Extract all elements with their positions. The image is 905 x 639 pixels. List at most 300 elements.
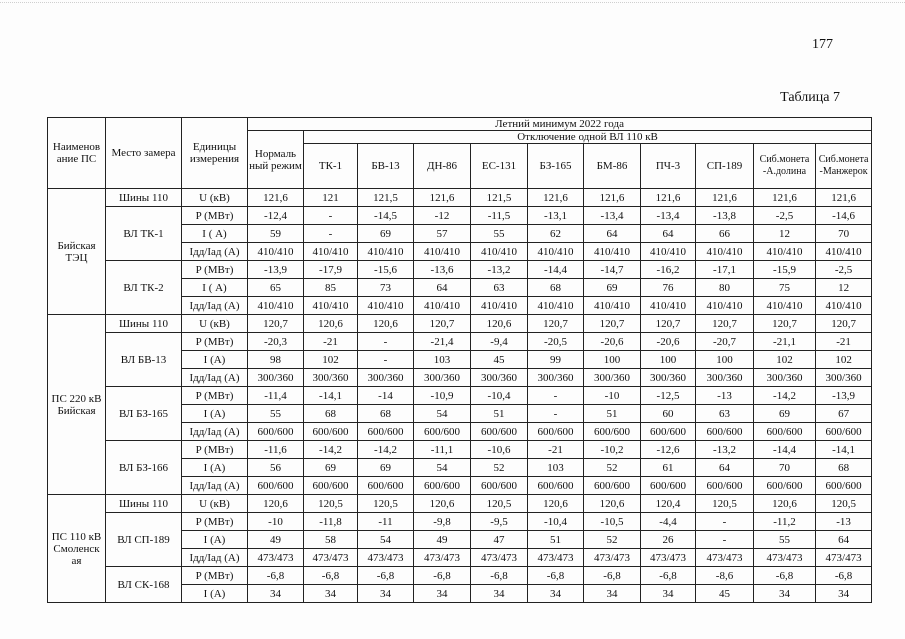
unit-cell: Iдд/Iад (А)	[182, 369, 248, 387]
value-cell: 34	[584, 585, 641, 603]
value-cell: -14,4	[528, 261, 584, 279]
table-row	[48, 261, 872, 279]
value-cell: -11,2	[754, 513, 816, 531]
value-cell: 121,5	[471, 189, 528, 207]
value-cell: -13,9	[248, 261, 304, 279]
unit-cell: U (кВ)	[182, 495, 248, 513]
value-cell: 121,6	[528, 189, 584, 207]
header-units: Единицы измерения	[182, 118, 248, 189]
value-cell: -11,8	[304, 513, 358, 531]
value-cell: 52	[584, 531, 641, 549]
value-cell: 68	[816, 459, 872, 477]
value-cell: -15,6	[358, 261, 414, 279]
value-cell: 34	[641, 585, 696, 603]
value-cell: 410/410	[816, 297, 872, 315]
measurement-place: ВЛ БЗ-166	[106, 441, 182, 495]
value-cell: 56	[248, 459, 304, 477]
value-cell: -6,8	[471, 567, 528, 585]
unit-cell: P (МВт)	[182, 441, 248, 459]
value-cell: 85	[304, 279, 358, 297]
value-cell: 70	[754, 459, 816, 477]
value-cell: 75	[754, 279, 816, 297]
value-cell: 121,6	[414, 189, 471, 207]
value-cell: 600/600	[641, 423, 696, 441]
value-cell: 76	[641, 279, 696, 297]
value-cell: 600/600	[816, 423, 872, 441]
value-cell: 410/410	[696, 243, 754, 261]
substation-name: ПС 220 кВ Бийская	[48, 315, 106, 495]
value-cell: 100	[696, 351, 754, 369]
value-cell: 473/473	[641, 549, 696, 567]
value-cell: -14,2	[304, 441, 358, 459]
value-cell: 410/410	[816, 243, 872, 261]
value-cell: 120,5	[696, 495, 754, 513]
value-cell: -13	[816, 513, 872, 531]
value-cell: -6,8	[528, 567, 584, 585]
value-cell: 120,7	[696, 315, 754, 333]
value-cell: -13,4	[584, 207, 641, 225]
value-cell: 300/360	[641, 369, 696, 387]
value-cell: 12	[816, 279, 872, 297]
value-cell: -11,1	[414, 441, 471, 459]
value-cell: -9,8	[414, 513, 471, 531]
unit-cell: I ( А)	[182, 279, 248, 297]
header-line: ТК-1	[304, 144, 358, 189]
value-cell: 410/410	[248, 297, 304, 315]
value-cell: 55	[248, 405, 304, 423]
value-cell: -6,8	[584, 567, 641, 585]
value-cell: 120,6	[248, 495, 304, 513]
unit-cell: I ( А)	[182, 225, 248, 243]
value-cell: 410/410	[584, 243, 641, 261]
value-cell: 51	[528, 531, 584, 549]
value-cell: 300/360	[754, 369, 816, 387]
value-cell: 120,6	[471, 315, 528, 333]
unit-cell: P (МВт)	[182, 513, 248, 531]
value-cell: 98	[248, 351, 304, 369]
value-cell: 300/360	[528, 369, 584, 387]
value-cell: 58	[304, 531, 358, 549]
value-cell: 55	[471, 225, 528, 243]
header-line: БЗ-165	[528, 144, 584, 189]
value-cell: 34	[471, 585, 528, 603]
unit-cell: Iдд/Iад (А)	[182, 549, 248, 567]
value-cell: -9,5	[471, 513, 528, 531]
value-cell: -21,4	[414, 333, 471, 351]
value-cell: -6,8	[304, 567, 358, 585]
value-cell: 68	[528, 279, 584, 297]
value-cell: -14,1	[816, 441, 872, 459]
value-cell: 473/473	[584, 549, 641, 567]
value-cell: 120,7	[754, 315, 816, 333]
value-cell: 300/360	[358, 369, 414, 387]
value-cell: -20,6	[641, 333, 696, 351]
measurement-place: Шины 110	[106, 189, 182, 207]
data-table	[47, 117, 872, 603]
value-cell: 69	[358, 459, 414, 477]
value-cell: -10	[248, 513, 304, 531]
value-cell: 121,6	[754, 189, 816, 207]
value-cell: 473/473	[816, 549, 872, 567]
measurement-place: ВЛ БВ-13	[106, 333, 182, 387]
value-cell: 300/360	[471, 369, 528, 387]
value-cell: -21	[304, 333, 358, 351]
value-cell: -	[358, 351, 414, 369]
value-cell: 102	[304, 351, 358, 369]
value-cell: -11,6	[248, 441, 304, 459]
value-cell: -10,4	[528, 513, 584, 531]
value-cell: 121,6	[584, 189, 641, 207]
value-cell: 473/473	[414, 549, 471, 567]
value-cell: -	[528, 405, 584, 423]
value-cell: 63	[696, 405, 754, 423]
value-cell: 300/360	[816, 369, 872, 387]
value-cell: 600/600	[816, 477, 872, 495]
value-cell: 68	[304, 405, 358, 423]
header-normal-mode: Нормаль ный режим	[248, 131, 304, 189]
unit-cell: Iдд/Iад (А)	[182, 297, 248, 315]
measurement-place: ВЛ БЗ-165	[106, 387, 182, 441]
value-cell: 120,6	[414, 495, 471, 513]
value-cell: -6,8	[641, 567, 696, 585]
value-cell: 410/410	[696, 297, 754, 315]
value-cell: 121,6	[248, 189, 304, 207]
table-row	[48, 387, 872, 405]
value-cell: -	[304, 225, 358, 243]
value-cell: 600/600	[754, 477, 816, 495]
value-cell: 120,5	[304, 495, 358, 513]
value-cell: 300/360	[696, 369, 754, 387]
header-line: БВ-13	[358, 144, 414, 189]
value-cell: 120,6	[754, 495, 816, 513]
value-cell: -10,6	[471, 441, 528, 459]
value-cell: 473/473	[528, 549, 584, 567]
value-cell: 54	[414, 405, 471, 423]
value-cell: 600/600	[584, 423, 641, 441]
value-cell: 62	[528, 225, 584, 243]
header-line: СП-189	[696, 144, 754, 189]
value-cell: 410/410	[528, 243, 584, 261]
value-cell: 120,7	[248, 315, 304, 333]
value-cell: 34	[528, 585, 584, 603]
scan-artifact-line	[0, 2, 905, 3]
measurement-place: Шины 110	[106, 495, 182, 513]
value-cell: 73	[358, 279, 414, 297]
value-cell: 410/410	[304, 243, 358, 261]
value-cell: -14,1	[304, 387, 358, 405]
value-cell: 51	[584, 405, 641, 423]
value-cell: 121,6	[696, 189, 754, 207]
value-cell: -14,2	[754, 387, 816, 405]
header-line: ЕС-131	[471, 144, 528, 189]
value-cell: -11	[358, 513, 414, 531]
value-cell: 102	[754, 351, 816, 369]
value-cell: -13,4	[641, 207, 696, 225]
value-cell: 410/410	[641, 243, 696, 261]
value-cell: -11,5	[471, 207, 528, 225]
value-cell: -14,6	[816, 207, 872, 225]
value-cell: 67	[816, 405, 872, 423]
value-cell: -10	[584, 387, 641, 405]
value-cell: 473/473	[696, 549, 754, 567]
table-row	[48, 207, 872, 225]
value-cell: -8,6	[696, 567, 754, 585]
value-cell: 410/410	[248, 243, 304, 261]
value-cell: -	[528, 387, 584, 405]
value-cell: 600/600	[584, 477, 641, 495]
value-cell: 45	[696, 585, 754, 603]
value-cell: 410/410	[471, 243, 528, 261]
value-cell: -	[696, 513, 754, 531]
header-line: ДН-86	[414, 144, 471, 189]
value-cell: -16,2	[641, 261, 696, 279]
value-cell: -6,8	[358, 567, 414, 585]
unit-cell: I (А)	[182, 585, 248, 603]
value-cell: 600/600	[641, 477, 696, 495]
value-cell: -12,4	[248, 207, 304, 225]
value-cell: 410/410	[471, 297, 528, 315]
value-cell: 80	[696, 279, 754, 297]
value-cell: 69	[584, 279, 641, 297]
value-cell: -15,9	[754, 261, 816, 279]
table-row	[48, 495, 872, 513]
value-cell: 600/600	[304, 423, 358, 441]
value-cell: 12	[754, 225, 816, 243]
value-cell: -9,4	[471, 333, 528, 351]
value-cell: -20,3	[248, 333, 304, 351]
value-cell: 121,6	[641, 189, 696, 207]
value-cell: -14,7	[584, 261, 641, 279]
value-cell: 103	[528, 459, 584, 477]
unit-cell: P (МВт)	[182, 387, 248, 405]
header-line: БМ-86	[584, 144, 641, 189]
value-cell: 473/473	[358, 549, 414, 567]
value-cell: -	[696, 531, 754, 549]
value-cell: -12	[414, 207, 471, 225]
value-cell: 69	[754, 405, 816, 423]
value-cell: -17,1	[696, 261, 754, 279]
value-cell: 120,6	[528, 495, 584, 513]
value-cell: 473/473	[248, 549, 304, 567]
table-row	[48, 189, 872, 207]
value-cell: 34	[816, 585, 872, 603]
value-cell: -13	[696, 387, 754, 405]
value-cell: 410/410	[358, 243, 414, 261]
value-cell: 61	[641, 459, 696, 477]
value-cell: 300/360	[304, 369, 358, 387]
value-cell: 600/600	[304, 477, 358, 495]
page-number: 177	[812, 37, 833, 52]
table-row	[48, 333, 872, 351]
value-cell: -21	[528, 441, 584, 459]
value-cell: -6,8	[754, 567, 816, 585]
value-cell: 600/600	[248, 477, 304, 495]
value-cell: -21	[816, 333, 872, 351]
header-place: Место замера	[106, 118, 182, 189]
value-cell: -2,5	[816, 261, 872, 279]
unit-cell: P (МВт)	[182, 567, 248, 585]
value-cell: -4,4	[641, 513, 696, 531]
value-cell: -10,9	[414, 387, 471, 405]
unit-cell: Iдд/Iад (А)	[182, 243, 248, 261]
value-cell: 34	[248, 585, 304, 603]
value-cell: 60	[641, 405, 696, 423]
value-cell: -10,5	[584, 513, 641, 531]
value-cell: 120,6	[358, 315, 414, 333]
value-cell: -13,6	[414, 261, 471, 279]
value-cell: -12,6	[641, 441, 696, 459]
value-cell: -14,2	[358, 441, 414, 459]
value-cell: 300/360	[584, 369, 641, 387]
value-cell: 45	[471, 351, 528, 369]
measurement-place: Шины 110	[106, 315, 182, 333]
value-cell: 120,6	[584, 495, 641, 513]
value-cell: -10,2	[584, 441, 641, 459]
value-cell: 47	[471, 531, 528, 549]
value-cell: -6,8	[816, 567, 872, 585]
value-cell: -13,1	[528, 207, 584, 225]
value-cell: 120,7	[528, 315, 584, 333]
unit-cell: U (кВ)	[182, 315, 248, 333]
value-cell: 64	[584, 225, 641, 243]
value-cell: 600/600	[754, 423, 816, 441]
value-cell: 69	[304, 459, 358, 477]
table-title: Таблица 7	[780, 90, 840, 105]
value-cell: 121,5	[358, 189, 414, 207]
value-cell: 600/600	[414, 477, 471, 495]
value-cell: 26	[641, 531, 696, 549]
value-cell: 410/410	[414, 297, 471, 315]
value-cell: -10,4	[471, 387, 528, 405]
value-cell: 600/600	[471, 423, 528, 441]
value-cell: 120,6	[304, 315, 358, 333]
value-cell: -	[304, 207, 358, 225]
header-substation: Наименов ание ПС	[48, 118, 106, 189]
value-cell: 100	[641, 351, 696, 369]
value-cell: 49	[248, 531, 304, 549]
value-cell: 64	[641, 225, 696, 243]
header-line: ПЧ-3	[641, 144, 696, 189]
value-cell: 52	[471, 459, 528, 477]
value-cell: -20,7	[696, 333, 754, 351]
unit-cell: P (МВт)	[182, 261, 248, 279]
value-cell: 59	[248, 225, 304, 243]
value-cell: 120,7	[584, 315, 641, 333]
value-cell: 54	[414, 459, 471, 477]
value-cell: 410/410	[754, 297, 816, 315]
value-cell: 600/600	[414, 423, 471, 441]
value-cell: 120,7	[641, 315, 696, 333]
value-cell: 68	[358, 405, 414, 423]
unit-cell: U (кВ)	[182, 189, 248, 207]
value-cell: 120,4	[641, 495, 696, 513]
unit-cell: I (А)	[182, 459, 248, 477]
value-cell: 34	[304, 585, 358, 603]
value-cell: 121	[304, 189, 358, 207]
substation-name: Бийская ТЭЦ	[48, 189, 106, 315]
value-cell: -20,5	[528, 333, 584, 351]
value-cell: 410/410	[584, 297, 641, 315]
value-cell: 600/600	[528, 423, 584, 441]
value-cell: 70	[816, 225, 872, 243]
value-cell: -13,8	[696, 207, 754, 225]
value-cell: 600/600	[358, 423, 414, 441]
unit-cell: P (МВт)	[182, 333, 248, 351]
value-cell: 121,6	[816, 189, 872, 207]
value-cell: 52	[584, 459, 641, 477]
table-row	[48, 315, 872, 333]
unit-cell: Iдд/Iад (А)	[182, 477, 248, 495]
measurement-place: ВЛ ТК-1	[106, 207, 182, 261]
value-cell: 410/410	[641, 297, 696, 315]
value-cell: -17,9	[304, 261, 358, 279]
value-cell: -6,8	[248, 567, 304, 585]
value-cell: -13,9	[816, 387, 872, 405]
value-cell: 120,5	[471, 495, 528, 513]
unit-cell: I (А)	[182, 351, 248, 369]
value-cell: 103	[414, 351, 471, 369]
measurement-place: ВЛ ТК-2	[106, 261, 182, 315]
header-season: Летний минимум 2022 года	[248, 118, 872, 131]
value-cell: 54	[358, 531, 414, 549]
header-line: Сиб.монета -А.долина	[754, 144, 816, 189]
value-cell: 57	[414, 225, 471, 243]
value-cell: 473/473	[304, 549, 358, 567]
value-cell: -11,4	[248, 387, 304, 405]
value-cell: 120,5	[816, 495, 872, 513]
value-cell: 120,7	[414, 315, 471, 333]
value-cell: 600/600	[358, 477, 414, 495]
value-cell: -21,1	[754, 333, 816, 351]
value-cell: 600/600	[248, 423, 304, 441]
value-cell: 410/410	[754, 243, 816, 261]
value-cell: 51	[471, 405, 528, 423]
value-cell: 120,5	[358, 495, 414, 513]
value-cell: -13,2	[471, 261, 528, 279]
value-cell: 473/473	[754, 549, 816, 567]
value-cell: 300/360	[248, 369, 304, 387]
table-body	[48, 189, 872, 603]
value-cell: 600/600	[696, 423, 754, 441]
value-cell: -20,6	[584, 333, 641, 351]
value-cell: 102	[816, 351, 872, 369]
value-cell: 69	[358, 225, 414, 243]
value-cell: 100	[584, 351, 641, 369]
value-cell: -12,5	[641, 387, 696, 405]
value-cell: -14,4	[754, 441, 816, 459]
value-cell: 63	[471, 279, 528, 297]
value-cell: 64	[816, 531, 872, 549]
value-cell: -2,5	[754, 207, 816, 225]
value-cell: -	[358, 333, 414, 351]
value-cell: 410/410	[358, 297, 414, 315]
value-cell: 64	[414, 279, 471, 297]
value-cell: 600/600	[471, 477, 528, 495]
value-cell: 99	[528, 351, 584, 369]
value-cell: -14,5	[358, 207, 414, 225]
value-cell: 65	[248, 279, 304, 297]
value-cell: -6,8	[414, 567, 471, 585]
value-cell: 64	[696, 459, 754, 477]
table-row	[48, 441, 872, 459]
value-cell: 300/360	[414, 369, 471, 387]
value-cell: 410/410	[414, 243, 471, 261]
value-cell: -14	[358, 387, 414, 405]
value-cell: 600/600	[696, 477, 754, 495]
unit-cell: P (МВт)	[182, 207, 248, 225]
value-cell: 34	[358, 585, 414, 603]
unit-cell: I (А)	[182, 405, 248, 423]
